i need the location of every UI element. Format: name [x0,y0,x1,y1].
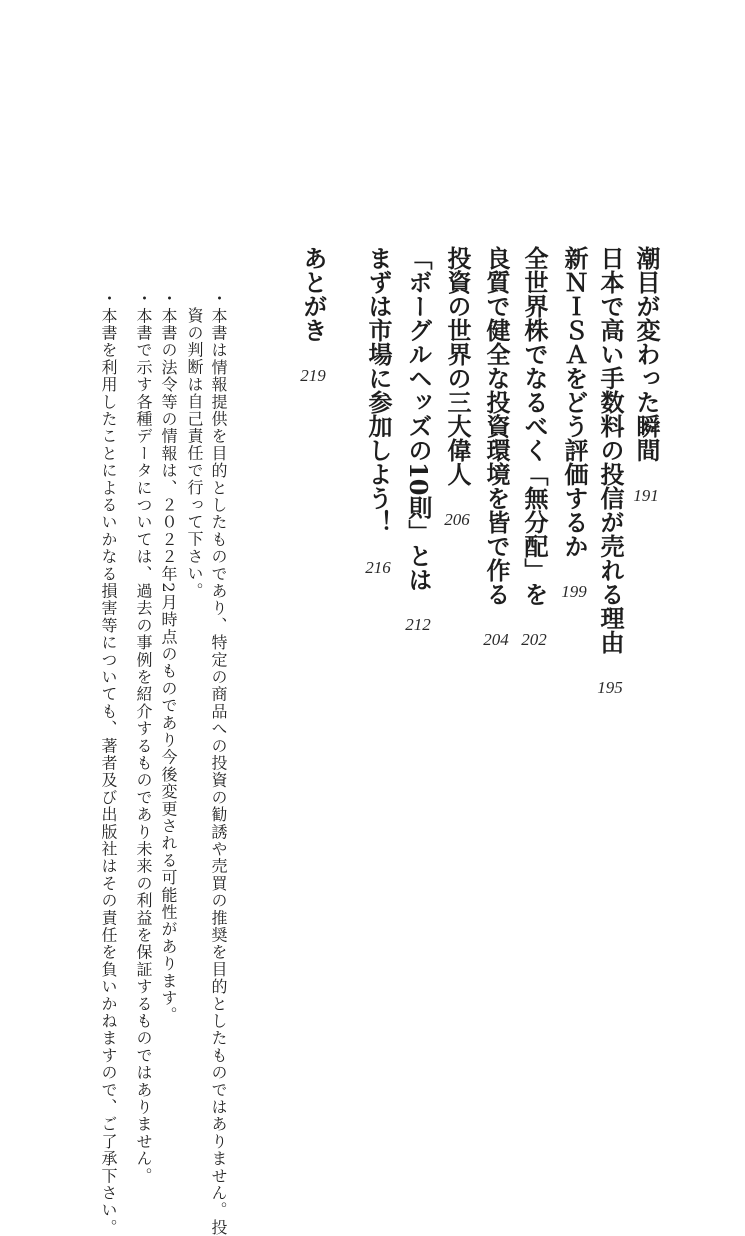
toc-title: 投資の世界の三大偉人 [443,246,472,486]
disclaimer-line: 資の判断は自己責任で行って下さい。 [185,307,204,600]
toc-entry[interactable] [476,246,516,650]
toc-title: 全世界株でなるべく「無分配」を [520,246,549,606]
toc-entry[interactable] [590,246,630,698]
toc-title: まずは市場に参加しよう！ [364,246,393,534]
toc-page-number: 204 [483,630,509,649]
toc-title: あとがき [299,246,328,342]
disclaimer-line: ・本書は情報提供を目的としたものであり、特定の商品への投資の勧誘や売買の推奨を目的としたものではありません。投 [209,290,228,1236]
toc-page-number: 199 [561,582,587,601]
toc-entry[interactable] [437,246,477,530]
toc-title: 潮目が変わった瞬間 [632,246,661,462]
disclaimer-line: ・本書の法令等の情報は、２０２２年2月時点のものであり今後変更される可能性があります。 [159,290,178,1024]
toc-entry[interactable] [398,246,438,635]
toc-entry[interactable] [514,246,554,650]
toc-entry[interactable] [626,246,666,506]
toc-entry[interactable] [293,246,333,386]
disclaimer-line: ・本書を利用したことによるいかなる損害等についても、著者及び出版社はその責任を負いかねますので、ご了承下さい。 [99,290,118,1236]
disclaimer-line: ・本書で示す各種データについては、過去の事例を紹介するものであり未来の利益を保証するものではありません。 [134,290,153,1185]
toc-title: 「ボーグルヘッズの10則」とは [404,246,433,592]
toc-title: 日本で高い手数料の投信が売れる理由 [596,246,625,654]
toc-page-number: 216 [365,558,391,577]
toc-page-number: 219 [300,366,326,385]
toc-page-number: 206 [444,510,470,529]
toc-entry[interactable] [554,246,594,602]
toc-title: 新ＮＩＳＡをどう評価するか [560,246,589,558]
toc-page-number: 212 [405,615,431,635]
toc-page-number: 202 [521,630,547,649]
toc-page-number: 195 [597,678,623,697]
toc-title: 良質で健全な投資環境を皆で作る [482,246,511,606]
toc-entry[interactable] [358,246,398,578]
toc-page-number: 191 [633,486,659,505]
